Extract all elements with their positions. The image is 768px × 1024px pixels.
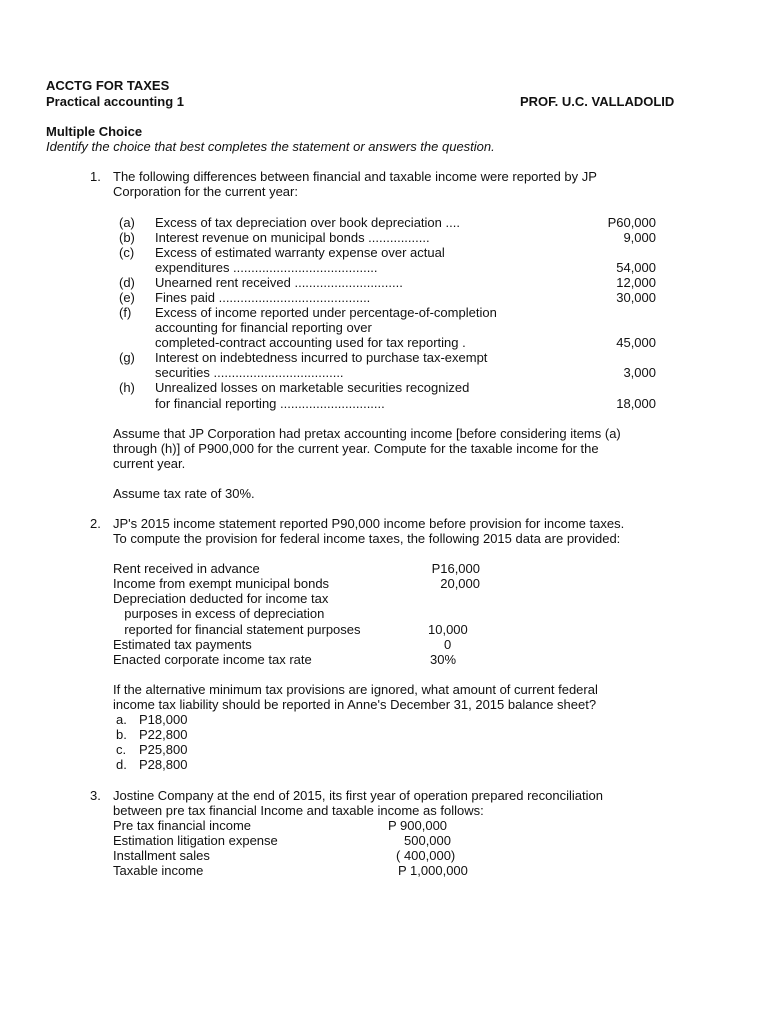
- q2-choice-text: P18,000: [139, 712, 188, 727]
- q1-item-text: for financial reporting .............................: [155, 396, 385, 411]
- q2-row-value: 10,000: [428, 622, 468, 637]
- q3-row-label: Installment sales: [113, 848, 210, 863]
- q2-choice-text: P25,800: [139, 742, 188, 757]
- q1-item-letter: (g): [119, 350, 135, 365]
- q1-item-text: Unrealized losses on marketable securities recognized: [155, 380, 470, 395]
- q1-item-text: Interest revenue on municipal bonds .................: [155, 230, 430, 245]
- q2-question-line2: income tax liability should be reported in Anne's December 31, 2015 balance sheet?: [113, 697, 597, 712]
- q1-item-text: Interest on indebtedness incurred to purchase tax-exempt: [155, 350, 488, 365]
- q3-stem-line1: Jostine Company at the end of 2015, its first year of operation prepared reconciliation: [113, 788, 603, 803]
- q3-number: 3.: [90, 788, 101, 803]
- q1-item-letter: (h): [119, 380, 135, 395]
- q1-item-amount: 12,000: [616, 275, 656, 290]
- section-instruction: Identify the choice that best completes the statement or answers the question.: [46, 139, 495, 154]
- q3-row-label: Taxable income: [113, 863, 204, 878]
- q2-number: 2.: [90, 516, 101, 531]
- q2-row-value: 0: [444, 637, 452, 652]
- q1-item-text: completed-contract accounting used for tax reporting .: [155, 335, 466, 350]
- q2-choice-text: P22,800: [139, 727, 188, 742]
- q1-item-amount: 45,000: [616, 335, 656, 350]
- q1-item-amount: 54,000: [616, 260, 656, 275]
- q3-stem-line2: between pre tax financial Income and taxable income as follows:: [113, 803, 484, 818]
- q2-row-label: Estimated tax payments: [113, 637, 252, 652]
- q1-stem-line1: The following differences between financial and taxable income were reported by JP: [113, 169, 597, 184]
- professor-name: PROF. U.C. VALLADOLID: [520, 94, 675, 109]
- q1-item-text: expenditures ........................................: [155, 260, 378, 275]
- q2-row-value: P16,000: [431, 561, 480, 576]
- q1-item-amount: P60,000: [607, 215, 656, 230]
- q1-item-amount: 18,000: [616, 396, 656, 411]
- q1-item-amount: 30,000: [616, 290, 656, 305]
- q2-row-label: Depreciation deducted for income tax: [113, 591, 329, 606]
- q2-stem-line1: JP's 2015 income statement reported P90,000 income before provision for income taxes.: [113, 516, 625, 531]
- q2-row-label: purposes in excess of depreciation: [117, 606, 325, 621]
- course-subtitle: Practical accounting 1: [46, 94, 184, 109]
- q1-item-text: Fines paid ..........................................: [155, 290, 371, 305]
- q2-choice-letter: d.: [116, 757, 127, 772]
- q1-tax-rate: Assume tax rate of 30%.: [113, 486, 255, 501]
- q2-row-label: Income from exempt municipal bonds: [113, 576, 330, 591]
- q2-choice-letter: a.: [116, 712, 127, 727]
- q3-row-value: 500,000: [404, 833, 451, 848]
- q1-item-letter: (b): [119, 230, 135, 245]
- course-title: ACCTG FOR TAXES: [46, 78, 170, 93]
- q1-item-letter: (a): [119, 215, 135, 230]
- q1-item-letter: (e): [119, 290, 135, 305]
- q1-assume-line3: current year.: [113, 456, 186, 471]
- q1-assume-line1: Assume that JP Corporation had pretax accounting income [before considering items (a): [113, 426, 621, 441]
- q1-item-amount: 9,000: [623, 230, 656, 245]
- q1-item-amount: 3,000: [623, 365, 656, 380]
- q1-item-letter: (c): [119, 245, 135, 260]
- q1-number: 1.: [90, 169, 101, 184]
- q1-item-text: securities ....................................: [155, 365, 344, 380]
- q1-item-text: Unearned rent received ..............................: [155, 275, 403, 290]
- q2-row-value: 20,000: [440, 576, 480, 591]
- q3-row-value: P 900,000: [388, 818, 448, 833]
- q1-stem-line2: Corporation for the current year:: [113, 184, 298, 199]
- q2-choice-text: P28,800: [139, 757, 188, 772]
- section-title: Multiple Choice: [46, 124, 143, 139]
- q3-row-value: ( 400,000): [396, 848, 456, 863]
- q1-assume-line2: through (h)] of P900,000 for the current year. Compute for the taxable income for the: [113, 441, 599, 456]
- q2-choice-letter: b.: [116, 727, 127, 742]
- q1-item-text: Excess of estimated warranty expense over actual: [155, 245, 445, 260]
- q2-stem-line2: To compute the provision for federal income taxes, the following 2015 data are provided:: [113, 531, 621, 546]
- q2-row-label: Rent received in advance: [113, 561, 260, 576]
- q1-item-text: Excess of tax depreciation over book depreciation ....: [155, 215, 460, 230]
- q3-row-label: Estimation litigation expense: [113, 833, 278, 848]
- q2-row-label: reported for financial statement purposes: [117, 622, 361, 637]
- q3-row-value: P 1,000,000: [398, 863, 468, 878]
- q2-choice-letter: c.: [116, 742, 127, 757]
- q1-item-letter: (f): [119, 305, 132, 320]
- q2-question-line1: If the alternative minimum tax provisions are ignored, what amount of current federal: [113, 682, 598, 697]
- q2-row-label: Enacted corporate income tax rate: [113, 652, 312, 667]
- q1-item-text: accounting for financial reporting over: [155, 320, 372, 335]
- q2-row-value: 30%: [430, 652, 457, 667]
- q3-row-label: Pre tax financial income: [113, 818, 252, 833]
- q1-item-letter: (d): [119, 275, 135, 290]
- q1-item-text: Excess of income reported under percentage-of-completion: [155, 305, 497, 320]
